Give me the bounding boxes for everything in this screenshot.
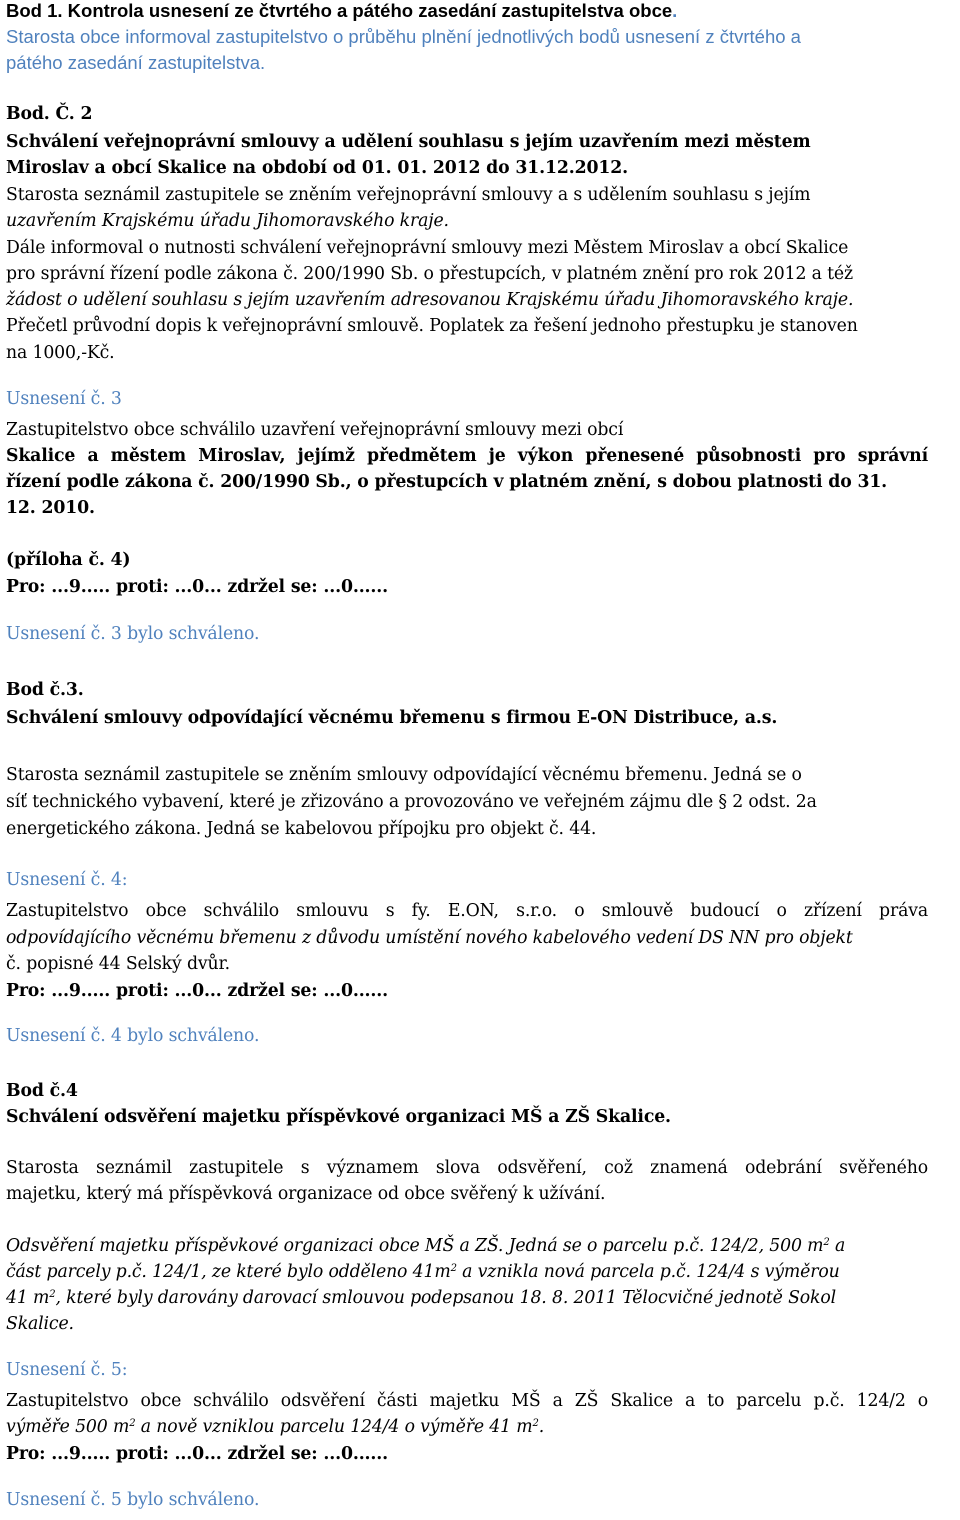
bod4-text-part: Odsvěření majetku příspěvkové organizaci obce MŠ a ZŠ. Jedná se o parcelu p.č. 124/2, 500 m (6, 1236, 824, 1256)
bod2-title-line: Schválení veřejnoprávní smlouvy a udělení souhlasu s jejím uzavřením mezi městem (6, 132, 811, 152)
bod2-approved: Usnesení č. 3 bylo schváleno. (6, 624, 260, 644)
bod4-text-line: Skalice. (6, 1314, 74, 1334)
bod1-text-line: Starosta obce informoval zastupitelstvo o průběhu plnění jednotlivých bodů usnesení z čtvrtého a (6, 26, 801, 47)
bod1-text-line: pátého zasedání zastupitelstva. (6, 52, 266, 73)
superscript-2: 2 (532, 1418, 539, 1429)
bod4-resolution-label: Usnesení č. 5: (6, 1360, 128, 1380)
bod4-text-part: část parcely p.č. 124/1, ze které bylo odděleno 41m (6, 1262, 451, 1282)
superscript-2: 2 (823, 1237, 830, 1248)
bod4-resolution-line: Zastupitelstvo obce schválilo odsvěření části majetku MŠ a ZŠ Skalice a to parcelu p.č. 124/2 o (6, 1391, 928, 1411)
bod4-text-line: Starosta seznámil zastupitele s významem slova odsvěření, což znamená odebrání svěřeného (6, 1158, 928, 1178)
bod2-vote: Pro: ...9..... proti: ...0... zdržel se: ...0...... (6, 577, 389, 597)
bod2-resolution-line: 12. 2010. (6, 498, 95, 518)
bod4-title: Schválení odsvěření majetku příspěvkové organizaci MŠ a ZŠ Skalice. (6, 1107, 671, 1127)
bod4-text-part: a vznikla nová parcela p.č. 124/4 s výměrou (456, 1262, 840, 1282)
bod4-text-line (6, 1287, 836, 1309)
bod4-text-part: , které byly darovány darovací smlouvou podepsanou 18. 8. 2011 Tělocvičné jednotě Sokol (55, 1288, 836, 1308)
bod3-resolution-line: Zastupitelstvo obce schválilo smlouvu s fy. E.ON, s.r.o. o smlouvě budoucí o zřízení práva (6, 901, 928, 921)
bod4-text-line (6, 1261, 840, 1283)
bod2-resolution-line: Skalice a městem Miroslav, jejímž předmětem je výkon přenesené působnosti pro správní (6, 446, 928, 466)
bod4-number: Bod č.4 (6, 1081, 78, 1101)
bod2-text-line: uzavřením Krajskému úřadu Jihomoravského kraje. (6, 211, 449, 231)
bod1-heading-period: . (672, 0, 678, 21)
bod2-text-line: žádost o udělení souhlasu s jejím uzavřením adresovanou Krajskému úřadu Jihomoravského kraje. (6, 290, 854, 310)
bod2-title-line: Miroslav a obcí Skalice na období od 01. 01. 2012 do 31.12.2012. (6, 158, 628, 178)
bod4-resolution-part: výměře 500 m (6, 1417, 130, 1437)
superscript-2: 2 (49, 1289, 56, 1300)
bod3-approved: Usnesení č. 4 bylo schváleno. (6, 1026, 260, 1046)
bod2-text-line: Dále informoval o nutnosti schválení veřejnoprávní smlouvy mezi Městem Miroslav a obcí Skalice (6, 238, 849, 258)
bod3-vote: Pro: ...9..... proti: ...0... zdržel se: ...0...... (6, 981, 389, 1001)
bod3-text-line: Starosta seznámil zastupitele se zněním smlouvy odpovídající věcnému břemenu. Jedná se o (6, 765, 802, 785)
bod3-text-line: energetického zákona. Jedná se kabelovou přípojku pro objekt č. 44. (6, 819, 597, 839)
bod4-resolution-part: a nově vzniklou parcelu 124/4 o výměře 41 m (135, 1417, 533, 1437)
bod4-approved: Usnesení č. 5 bylo schváleno. (6, 1490, 260, 1510)
bod4-text-line: majetku, který má příspěvková organizace od obce svěřený k užívání. (6, 1184, 606, 1204)
bod2-text-line: pro správní řízení podle zákona č. 200/1990 Sb. o přestupcích, v platném znění pro rok 2012 a též (6, 264, 853, 284)
bod4-text-line (6, 1235, 845, 1257)
bod4-vote: Pro: ...9..... proti: ...0... zdržel se: ...0...... (6, 1444, 389, 1464)
bod4-text-part: 41 m (6, 1288, 50, 1308)
bod3-resolution-line: odpovídajícího věcnému břemenu z důvodu umístění nového kabelového vedení DS NN pro objekt (6, 928, 853, 948)
superscript-2: 2 (129, 1418, 136, 1429)
bod2-resolution-line: Zastupitelstvo obce schválilo uzavření veřejnoprávní smlouvy mezi obcí (6, 420, 624, 440)
bod4-resolution-part: . (538, 1417, 545, 1437)
bod3-resolution-label: Usnesení č. 4: (6, 870, 128, 890)
bod4-resolution-line (6, 1416, 544, 1438)
bod2-attachment: (příloha č. 4) (6, 550, 131, 570)
bod2-number: Bod. Č. 2 (6, 104, 93, 124)
bod2-text-line: na 1000,-Kč. (6, 343, 115, 363)
bod1-heading-text: Bod 1. Kontrola usnesení ze čtvrtého a pátého zasedání zastupitelstva obce (6, 0, 673, 21)
bod1-heading (6, 0, 677, 22)
bod2-resolution-line: řízení podle zákona č. 200/1990 Sb., o přestupcích v platném znění, s dobou platnosti do 31. (6, 472, 888, 492)
bod2-text-line: Přečetl průvodní dopis k veřejnoprávní smlouvě. Poplatek za řešení jednoho přestupku je stanoven (6, 316, 858, 336)
bod3-title: Schválení smlouvy odpovídající věcnému břemenu s firmou E-ON Distribuce, a.s. (6, 708, 778, 728)
bod3-number: Bod č.3. (6, 680, 84, 700)
superscript-2: 2 (450, 1263, 457, 1274)
bod2-text-line: Starosta seznámil zastupitele se zněním veřejnoprávní smlouvy a s udělením souhlasu s jejím (6, 185, 811, 205)
bod2-resolution-label: Usnesení č. 3 (6, 389, 122, 409)
bod3-resolution-line: č. popisné 44 Selský dvůr. (6, 954, 231, 974)
bod4-text-part: a (829, 1236, 846, 1256)
bod3-text-line: síť technického vybavení, které je zřizováno a provozováno ve veřejném zájmu dle § 2 odst. 2a (6, 792, 817, 812)
